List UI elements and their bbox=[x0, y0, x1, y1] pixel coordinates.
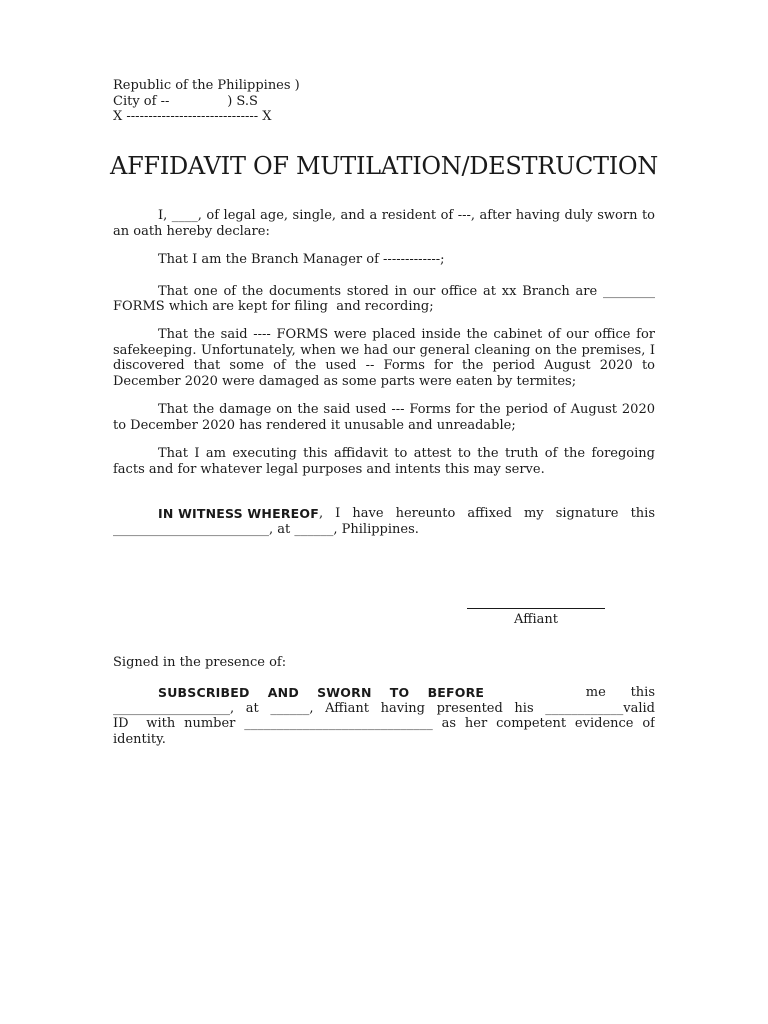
jurat-line bbox=[113, 685, 655, 701]
jurat-text: me this bbox=[585, 685, 655, 700]
signature-line bbox=[467, 608, 605, 609]
caption-republic: Republic of the Philippines ) bbox=[113, 78, 300, 93]
signed-presence-text: Signed in the presence of: bbox=[113, 655, 287, 670]
caption-city: City of -- ) S.S bbox=[113, 94, 258, 109]
jurat-line: __________________, at ______, Affiant having presented his ____________valid bbox=[113, 701, 655, 716]
jurat-heading: SUBSCRIBED AND SWORN TO BEFORE bbox=[158, 685, 485, 700]
document-title: AFFIDAVIT OF MUTILATION/DESTRUCTION bbox=[110, 152, 658, 180]
paragraph-line: FORMS which are kept for filing and recording; bbox=[113, 299, 434, 314]
paragraph-line: safekeeping. Unfortunately, when we had our general cleaning on the premises, I bbox=[113, 343, 655, 358]
paragraph-line: December 2020 were damaged as some parts were eaten by termites; bbox=[113, 374, 577, 389]
jurat-line: identity. bbox=[113, 732, 166, 747]
witness-line bbox=[113, 506, 655, 522]
witness-heading: IN WITNESS WHEREOF bbox=[158, 506, 319, 521]
paragraph-line: That I am the Branch Manager of -------------; bbox=[158, 252, 445, 267]
paragraph-line: That the said ---- FORMS were placed inside the cabinet of our office for bbox=[158, 327, 655, 342]
paragraph-line: That one of the documents stored in our office at xx Branch are ________ bbox=[158, 284, 655, 299]
paragraph-line: to December 2020 has rendered it unusable and unreadable; bbox=[113, 418, 516, 433]
paragraph-line: That the damage on the said used --- Forms for the period of August 2020 bbox=[158, 402, 655, 417]
witness-text: , I have hereunto affixed my signature this bbox=[318, 506, 655, 521]
paragraph-line: I, ____, of legal age, single, and a resident of ---, after having duly sworn to bbox=[158, 208, 655, 223]
affiant-label: Affiant bbox=[514, 612, 558, 627]
paragraph-line: facts and for whatever legal purposes and intents this may serve. bbox=[113, 462, 545, 477]
paragraph-line: discovered that some of the used -- Forms for the period August 2020 to bbox=[113, 358, 655, 373]
caption-separator: X ------------------------------ X bbox=[113, 109, 272, 124]
witness-date-line: ________________________, at ______, Philippines. bbox=[113, 522, 419, 537]
paragraph-line: an oath hereby declare: bbox=[113, 224, 270, 239]
paragraph-line: That I am executing this affidavit to attest to the truth of the foregoing bbox=[158, 446, 655, 461]
jurat-line: ID with number _____________________________ as her competent evidence of bbox=[113, 716, 655, 731]
